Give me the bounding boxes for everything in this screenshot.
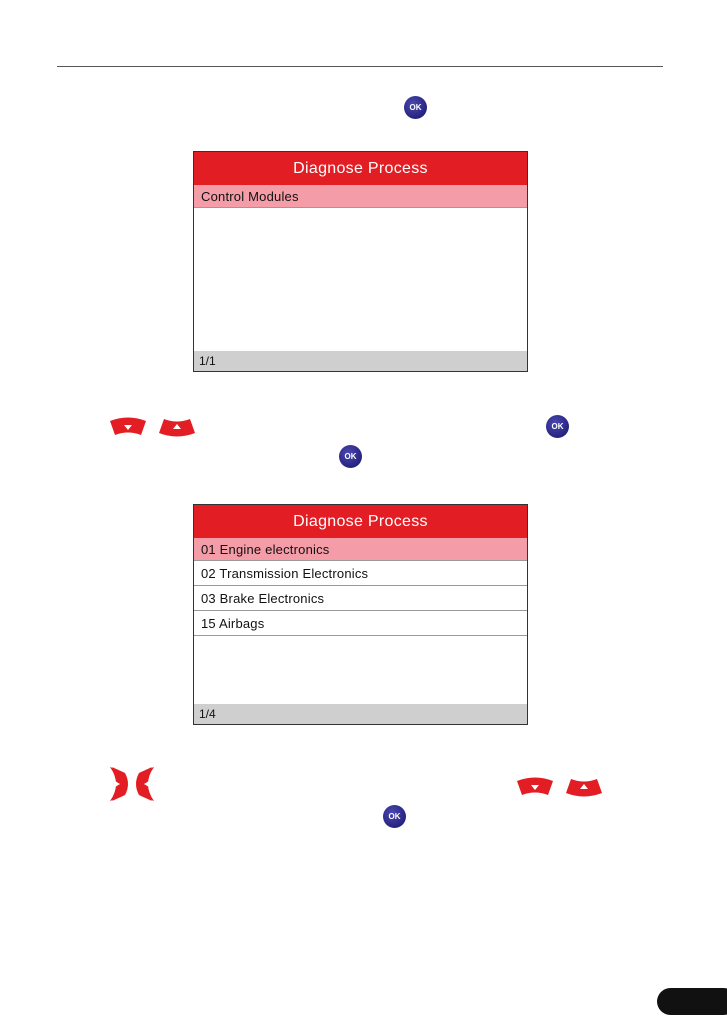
ok-button-icon: OK [383,805,406,828]
list-item[interactable]: 03 Brake Electronics [194,586,527,611]
ok-button-icon: OK [546,415,569,438]
page-number-tab [657,988,727,1015]
list-item[interactable]: 01 Engine electronics [194,538,527,561]
page-indicator: 1/4 [194,704,527,724]
diagnose-process-screen-1 [193,151,528,372]
right-arrow-button-icon [108,765,128,803]
ok-button-icon: OK [404,96,427,119]
up-arrow-button-icon [157,417,197,437]
list-item[interactable]: Control Modules [194,185,527,208]
down-arrow-button-icon [515,777,555,797]
header-rule [57,66,663,67]
page-indicator: 1/1 [194,351,527,371]
up-arrow-button-icon [564,777,604,797]
list-item[interactable]: 02 Transmission Electronics [194,561,527,586]
left-arrow-button-icon [136,765,156,803]
screen-title: Diagnose Process [194,152,527,185]
list-item[interactable]: 15 Airbags [194,611,527,636]
diagnose-process-screen-2 [193,504,528,725]
ok-button-icon: OK [339,445,362,468]
down-arrow-button-icon [108,417,148,437]
screen-title: Diagnose Process [194,505,527,538]
